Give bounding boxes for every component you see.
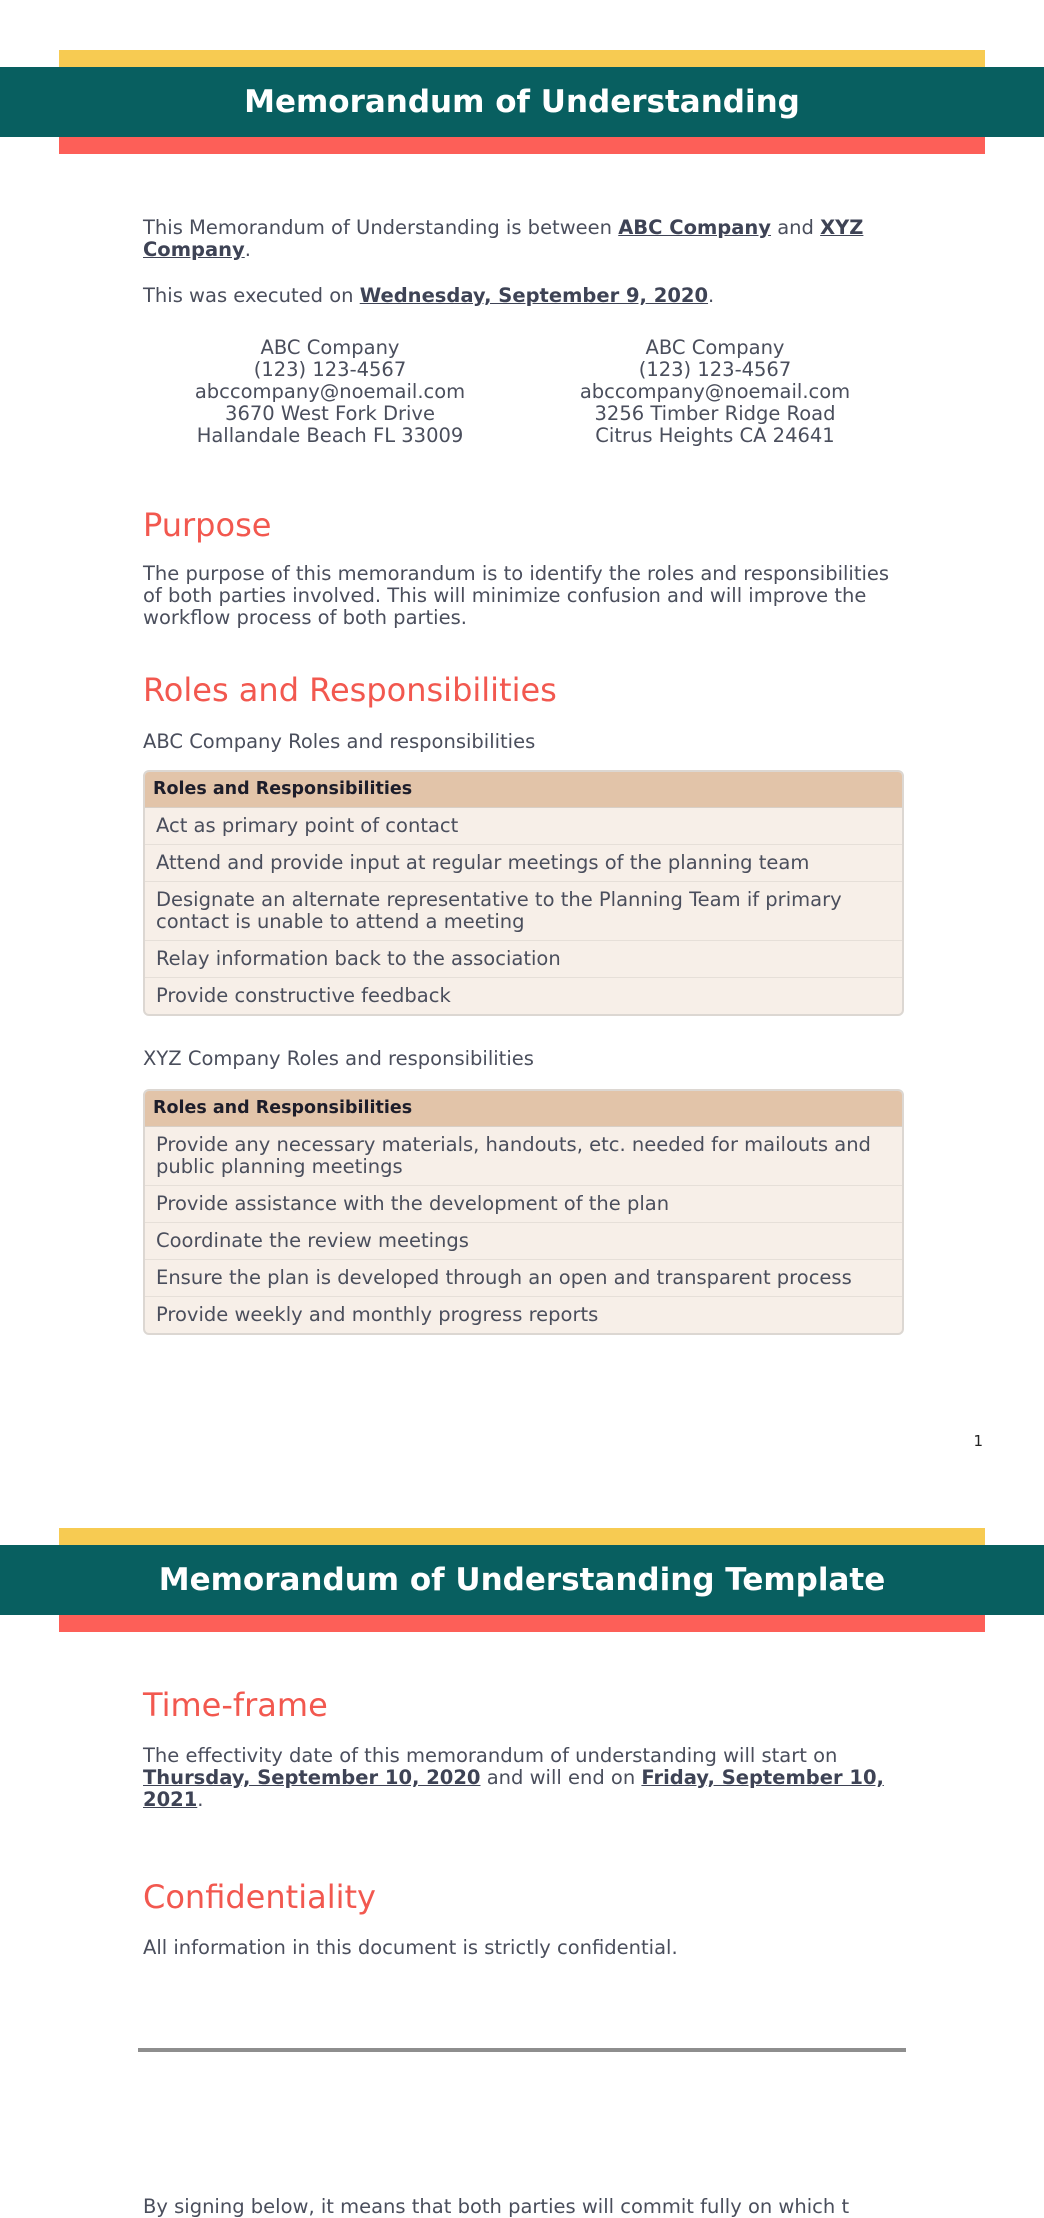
contact-email: abccompany@noemail.com	[194, 380, 466, 403]
party-left-contact	[140, 337, 520, 447]
contact-street: 3256 Timber Ridge Road	[594, 402, 836, 425]
purpose-heading: Purpose	[143, 506, 272, 544]
contact-name: ABC Company	[645, 336, 785, 359]
party-2-name: XYZ Company	[143, 216, 864, 261]
contact-phone: (123) 123-4567	[638, 358, 792, 381]
table-header: Roles and Responsibilities	[145, 772, 902, 808]
confidentiality-heading: Confidentiality	[143, 1878, 376, 1916]
page-title: Memorandum of Understanding Template	[158, 1562, 886, 1598]
table-row: Relay information back to the association	[145, 941, 902, 978]
party-1-name: ABC Company	[618, 216, 772, 239]
contact-email: abccompany@noemail.com	[579, 380, 851, 403]
xyz-roles-label: XYZ Company Roles and responsibilities	[143, 1047, 534, 1070]
contact-phone: (123) 123-4567	[253, 358, 407, 381]
header-accent-red	[59, 137, 985, 154]
xyz-roles-table	[143, 1089, 904, 1335]
intro-conjunction: and	[771, 216, 821, 239]
contact-city: Citrus Heights CA 24641	[595, 424, 835, 447]
start-date: Thursday, September 10, 2020	[143, 1766, 481, 1789]
executed-paragraph	[143, 285, 903, 307]
table-row: Designate an alternate representative to the Planning Team if primary contact is unable to attend a meeting	[145, 882, 902, 941]
table-row: Ensure the plan is developed through an open and transparent process	[145, 1260, 902, 1297]
end-date: Friday, September 10, 2021	[143, 1766, 884, 1811]
intro-text: This Memorandum of Understanding is between	[143, 216, 619, 239]
timeframe-middle-text: and will end on	[480, 1766, 642, 1789]
intro-paragraph	[143, 217, 903, 261]
confidentiality-text: All information in this document is strictly confidential.	[143, 1936, 678, 1959]
roles-heading: Roles and Responsibilities	[143, 671, 557, 709]
page-title: Memorandum of Understanding	[244, 84, 800, 120]
table-row: Provide any necessary materials, handouts, etc. needed for mailouts and public planning meetings	[145, 1127, 902, 1186]
header-accent-yellow	[59, 1528, 985, 1545]
party-right-contact	[525, 337, 905, 447]
timeframe-period: .	[197, 1788, 204, 1811]
page-2	[0, 1528, 1044, 2216]
header-accent-yellow	[59, 50, 985, 67]
table-row: Provide constructive feedback	[156, 984, 451, 1007]
executed-period: .	[708, 284, 715, 307]
header-accent-red	[59, 1615, 985, 1632]
table-row: Act as primary point of contact	[145, 808, 902, 845]
page-header	[0, 1528, 1044, 1632]
timeframe-text: The effectivity date of this memorandum of understanding will start on	[143, 1744, 838, 1767]
table-row: Provide weekly and monthly progress reports	[156, 1303, 599, 1326]
table-header: Roles and Responsibilities	[145, 1091, 902, 1127]
purpose-text: The purpose of this memorandum is to identify the roles and responsibilities of both parties involved. This will minimize confusion and will improve the workflow process of both parties.	[143, 562, 890, 629]
timeframe-paragraph	[143, 1745, 903, 1811]
page-header	[0, 50, 1044, 154]
table-row: Provide assistance with the development of the plan	[145, 1186, 902, 1223]
page-number: 1	[973, 1432, 983, 1450]
table-row: Attend and provide input at regular meetings of the planning team	[145, 845, 902, 882]
signature-divider	[138, 2048, 906, 2052]
signature-intro-text: By signing below, it means that both parties will commit fully on which t	[143, 2195, 850, 2218]
abc-roles-table	[143, 770, 904, 1016]
contact-street: 3670 West Fork Drive	[225, 402, 435, 425]
abc-roles-label: ABC Company Roles and responsibilities	[143, 730, 536, 753]
table-row: Coordinate the review meetings	[145, 1223, 902, 1260]
intro-period: .	[244, 238, 251, 261]
header-banner	[0, 1545, 1044, 1615]
executed-text: This was executed on	[143, 284, 360, 307]
execution-date: Wednesday, September 9, 2020	[359, 284, 709, 307]
contact-city: Hallandale Beach FL 33009	[196, 424, 464, 447]
timeframe-heading: Time-frame	[143, 1686, 328, 1724]
header-banner	[0, 67, 1044, 137]
contact-name: ABC Company	[260, 336, 400, 359]
